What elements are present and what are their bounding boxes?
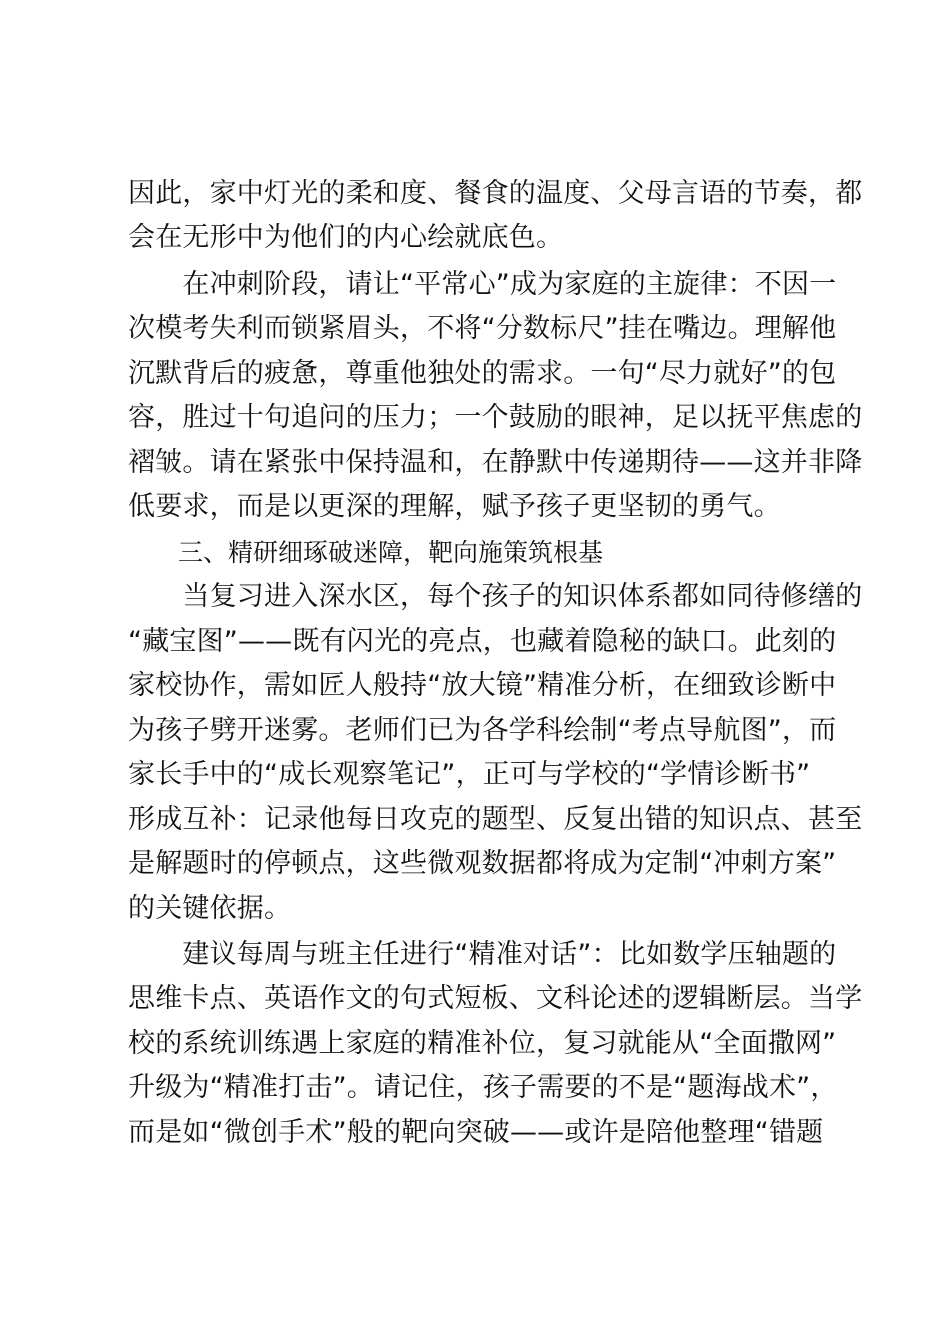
text-line: 思维卡点、英语作文的句式短板、文科论述的逻辑断层。当学 bbox=[128, 983, 863, 1014]
text-line: 褶皱。请在紧张中保持温和，在静默中传递期待——这并非降 bbox=[128, 447, 863, 478]
text-line: 容，胜过十句追问的压力；一个鼓励的眼神，足以抚平焦虑的 bbox=[128, 402, 863, 433]
text-line: 形成互补：记录他每日攻克的题型、反复出错的知识点、甚至 bbox=[128, 804, 863, 835]
text-line: 家长手中的“成长观察笔记”，正可与学校的“学情诊断书” bbox=[128, 759, 811, 790]
text-line: 当复习进入深水区，每个孩子的知识体系都如同待修缮的 bbox=[128, 581, 863, 612]
text-line: 而是如“微创手术”般的靶向突破——或许是陪他整理“错题 bbox=[128, 1117, 824, 1148]
text-line: 校的系统训练遇上家庭的精准补位，复习就能从“全面撒网” bbox=[128, 1028, 837, 1059]
text-line: 是解题时的停顿点，这些微观数据都将成为定制“冲刺方案” bbox=[128, 848, 837, 879]
text-line: 的关键依据。 bbox=[128, 893, 292, 924]
text-line: 因此，家中灯光的柔和度、餐食的温度、父母言语的节奏，都 bbox=[128, 178, 863, 209]
section-heading: 三、精研细琢破迷障，靶向施策筑根基 bbox=[128, 538, 604, 567]
text-line: 为孩子劈开迷雾。老师们已为各学科绘制“考点导航图”，而 bbox=[128, 715, 837, 746]
text-line: 低要求，而是以更深的理解，赋予孩子更坚韧的勇气。 bbox=[128, 491, 781, 522]
text-line: 次模考失利而锁紧眉头，不将“分数标尺”挂在嘴边。理解他 bbox=[128, 313, 837, 344]
text-line: 建议每周与班主任进行“精准对话”：比如数学压轴题的 bbox=[128, 939, 837, 970]
text-line: 升级为“精准打击”。请记住，孩子需要的不是“题海战术”， bbox=[128, 1072, 838, 1103]
text-line: 会在无形中为他们的内心绘就底色。 bbox=[128, 222, 564, 253]
text-line: 在冲刺阶段，请让“平常心”成为家庭的主旋律：不因一 bbox=[128, 269, 837, 300]
text-line: 家校协作，需如匠人般持“放大镜”精准分析，在细致诊断中 bbox=[128, 670, 837, 701]
text-line: 沉默背后的疲惫，尊重他独处的需求。一句“尽力就好”的包 bbox=[128, 358, 837, 389]
text-line: “藏宝图”——既有闪光的亮点，也藏着隐秘的缺口。此刻的 bbox=[128, 626, 837, 657]
